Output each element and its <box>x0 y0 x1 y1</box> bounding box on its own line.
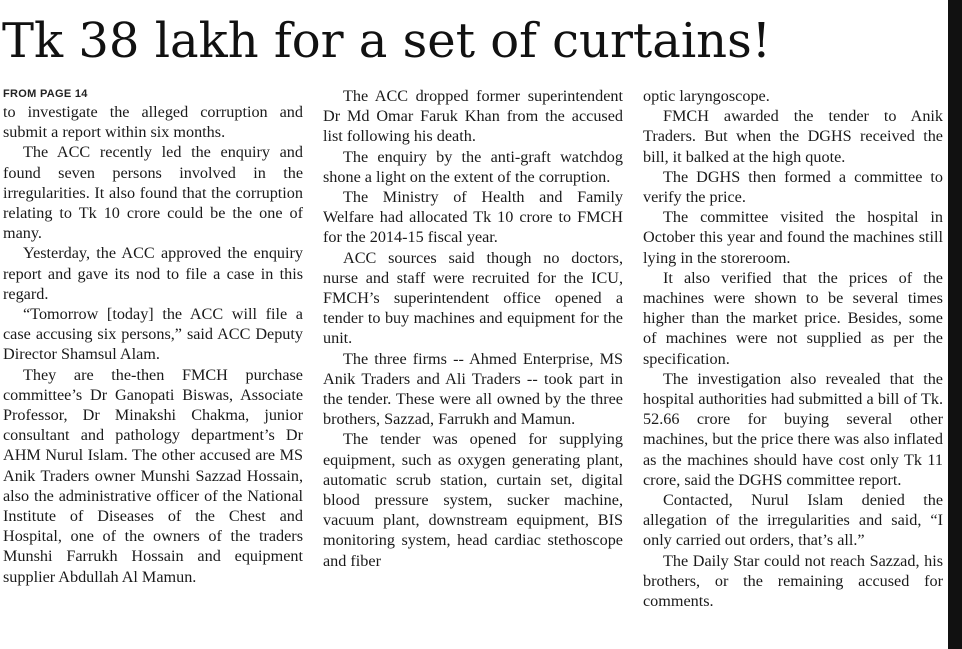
paragraph: The committee visited the hospital in October this year and found the machines still lying in the storeroom. <box>643 208 943 267</box>
paragraph: The ACC recently led the enquiry and found seven persons involved in the irregularities. It also found that the corruption relating to Tk 10 crore could be the one of many. <box>3 143 303 243</box>
article-column-1 <box>3 86 303 587</box>
paragraph: The enquiry by the anti-graft watchdog shone a light on the extent of the corruption. <box>323 147 623 186</box>
paragraph: The investigation also revealed that the hospital authorities had submitted a bill of Tk. 52.66 crore for buying several other machines, but the price there was also inflated as the machines should have cost only Tk 11 crore, said the DGHS committee report. <box>643 369 943 489</box>
paragraph: The ACC dropped former superintendent Dr Md Omar Faruk Khan from the accused list following his death. <box>323 87 623 146</box>
article-column-2 <box>323 86 623 571</box>
paragraph: They are the-then FMCH purchase committee’s Dr Ganopati Biswas, Associate Professor, Dr Minakshi Chakma, junior consultant and pathology department’s Dr AHM Nurul Islam. The other accused are MS Anik Traders owner Munshi Sazzad Hossain, also the administrative officer of the National Institute of Diseases of the Chest and Hospital, one of the owners of the traders Munshi Farrukh Hossain and equipment supplier Abdullah Al Mamun. <box>3 365 303 586</box>
paragraph: “Tomorrow [today] the ACC will file a case accusing six persons,” said ACC Deputy Director Shamsul Alam. <box>3 305 303 364</box>
paragraph: The Daily Star could not reach Sazzad, his brothers, or the remaining accused for comments. <box>643 551 943 611</box>
article-column-3 <box>643 86 943 611</box>
paragraph: The three firms -- Ahmed Enterprise, MS Anik Traders and Ali Traders -- took part in the tender. These were all owned by the three brothers, Sazzad, Farrukh and Mamun. <box>323 349 623 429</box>
paragraph: The Ministry of Health and Family Welfare had allocated Tk 10 crore to FMCH for the 2014-15 fiscal year. <box>323 188 623 247</box>
paragraph: It also verified that the prices of the machines were shown to be several times higher than the market price. Besides, some of machines were not supplied as per the specification. <box>643 268 943 368</box>
paragraph: optic laryngoscope. <box>643 87 770 105</box>
paragraph: Yesterday, the ACC approved the enquiry report and gave its nod to file a case in this regard. <box>3 244 303 303</box>
continuation-kicker: FROM PAGE 14 <box>3 88 88 100</box>
paragraph: The tender was opened for supplying equipment, such as oxygen generating plant, automatic scrub station, curtain set, digital blood pressure system, sucker machine, vacuum plant, downstream equipment, BIS monitoring system, head cardiac stethoscope and fiber <box>323 430 623 570</box>
paragraph: Contacted, Nurul Islam denied the allegation of the irregularities and said, “I only carried out orders, that’s all.” <box>643 491 943 550</box>
paragraph: ACC sources said though no doctors, nurse and staff were recruited for the ICU, FMCH’s superintendent office opened a tender to buy machines and equipment for the unit. <box>323 248 623 348</box>
paragraph: to investigate the alleged corruption and submit a report within six months. <box>3 103 303 142</box>
paragraph: The DGHS then formed a committee to verify the price. <box>643 167 943 207</box>
article-headline: Tk 38 lakh for a set of curtains! <box>2 13 772 69</box>
paragraph: FMCH awarded the tender to Anik Traders. But when the DGHS received the bill, it balked at the high quote. <box>643 107 943 166</box>
page-edge-bar <box>948 0 962 649</box>
